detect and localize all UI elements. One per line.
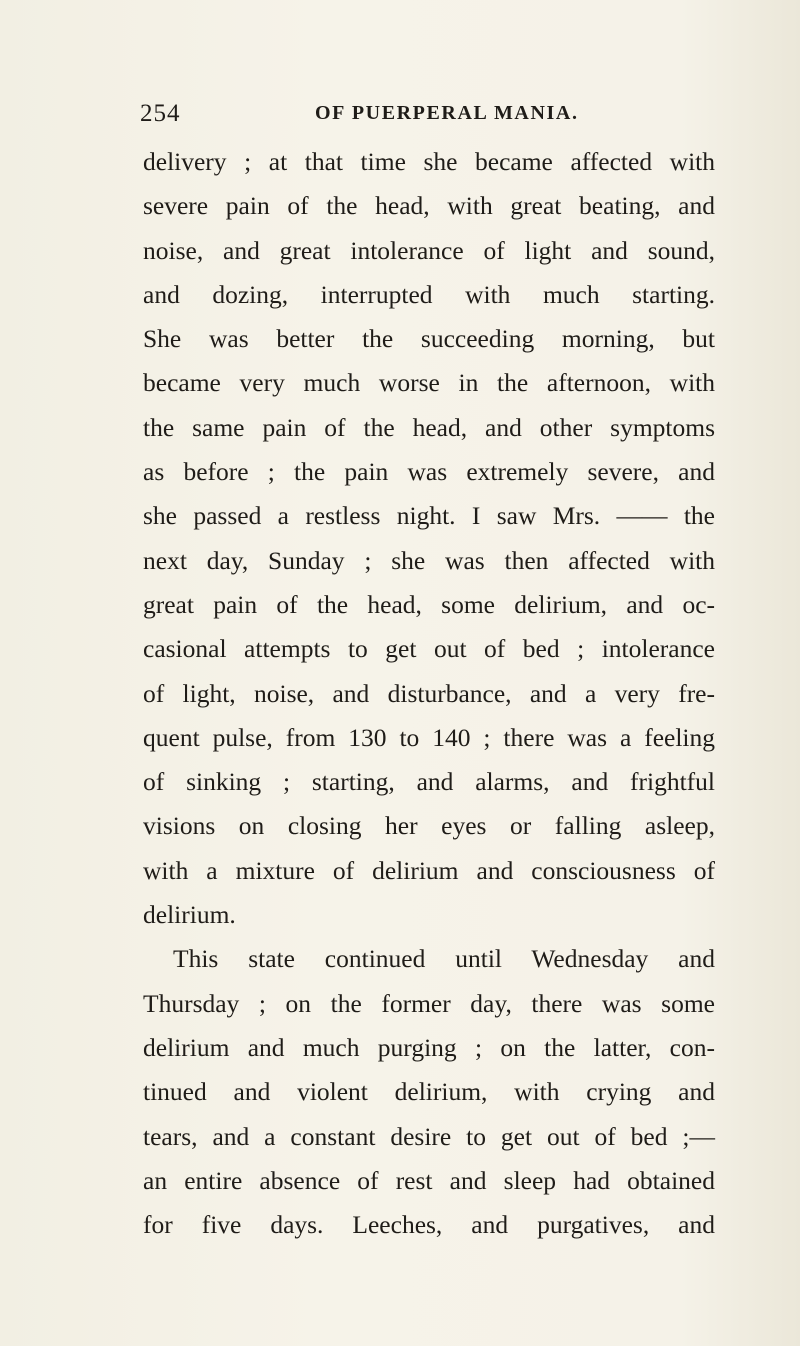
text-line: quent pulse, from 130 to 140 ; there was a feeling — [143, 722, 715, 752]
text-line: an entire absence of rest and sleep had obtained — [143, 1165, 715, 1195]
text-line: Thursday ; on the former day, there was some — [143, 988, 715, 1018]
text-line: for five days. Leeches, and purgatives, and — [143, 1210, 715, 1240]
text-line: became very much worse in the afternoon, with — [143, 368, 715, 398]
text-line: She was better the succeeding morning, but — [143, 324, 715, 354]
body-text — [143, 140, 715, 1247]
text-line: delivery ; at that time she became affected with — [143, 147, 715, 176]
running-title: OF PUERPERAL MANIA. — [315, 102, 579, 124]
text-line: This state continued until Wednesday and — [173, 944, 715, 974]
text-line: great pain of the head, some delirium, and oc- — [143, 589, 715, 619]
text-line: tears, and a constant desire to get out of bed ;— — [143, 1121, 715, 1151]
text-line: delirium and much purging ; on the latter, con- — [143, 1032, 715, 1062]
text-line: as before ; the pain was extremely severe, and — [143, 457, 715, 487]
text-line: of sinking ; starting, and alarms, and frightful — [143, 767, 715, 797]
page-number: 254 — [140, 100, 181, 127]
text-line: she passed a restless night. I saw Mrs. —— the — [143, 501, 715, 531]
running-head — [140, 100, 720, 140]
text-line: with a mixture of delirium and consciousness of — [143, 855, 715, 885]
text-line: of light, noise, and disturbance, and a very fre- — [143, 678, 715, 708]
text-line: tinued and violent delirium, with crying and — [143, 1077, 715, 1107]
text-line: the same pain of the head, and other symptoms — [143, 412, 715, 442]
text-line: delirium. — [143, 900, 236, 930]
text-line: severe pain of the head, with great beating, and — [143, 191, 715, 221]
text-line: next day, Sunday ; she was then affected with — [143, 545, 715, 575]
text-line: casional attempts to get out of bed ; intolerance — [143, 634, 715, 664]
text-line: and dozing, interrupted with much starting. — [143, 279, 715, 309]
text-line: noise, and great intolerance of light and sound, — [143, 235, 715, 265]
text-line: visions on closing her eyes or falling asleep, — [143, 811, 715, 841]
